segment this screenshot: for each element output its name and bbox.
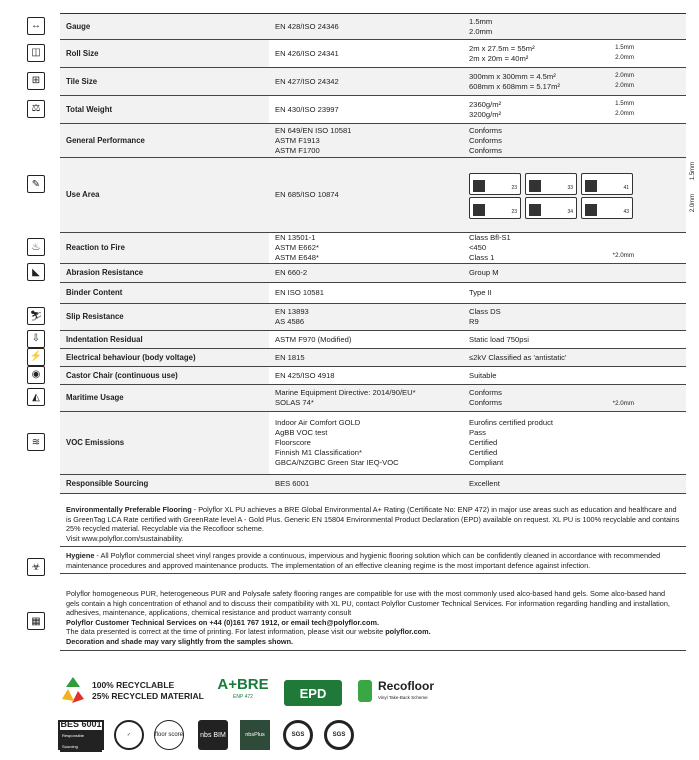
- value-line: Static load 750psi: [469, 334, 529, 344]
- floorscore-logo: [154, 720, 184, 750]
- bes-logo: [58, 720, 104, 750]
- value-line: Conforms: [469, 125, 502, 135]
- spec-value: [463, 124, 686, 157]
- side-note: 1.5mm: [615, 100, 634, 107]
- standard-line: EN 1815: [275, 352, 305, 362]
- environment-paragraph: [60, 502, 686, 547]
- value-line: ≤2kV Classified as 'antistatic': [469, 352, 567, 362]
- value-line: Compliant: [469, 458, 504, 467]
- spec-standard: [269, 124, 463, 157]
- value-line: 2360g/m²: [469, 99, 502, 109]
- use-area-class-icon: [581, 197, 633, 219]
- spec-property: Abrasion Resistance: [60, 264, 269, 282]
- spec-value: [463, 304, 686, 330]
- spec-row: [60, 367, 686, 385]
- epd-logo: [284, 680, 342, 706]
- standard-line: ASTM E662*: [275, 243, 319, 252]
- biohazard-icon: ☣: [27, 558, 45, 576]
- spec-property: Binder Content: [60, 283, 269, 303]
- spec-value: [463, 412, 686, 474]
- spec-value: [463, 264, 686, 282]
- spec-standard: [269, 264, 463, 282]
- spec-row: [60, 96, 686, 124]
- spec-standard: [269, 40, 463, 67]
- use-area-gauge-label: 1.5mm: [689, 161, 696, 181]
- use-area-class-icon: [525, 173, 577, 195]
- epd-text: EPD: [299, 685, 327, 701]
- hand-gel-icon: ▦: [27, 612, 45, 630]
- environment-link: Visit www.polyflor.com/sustainability.: [66, 533, 184, 543]
- spec-value: [463, 283, 686, 303]
- spec-standard: [269, 412, 463, 474]
- slip-icon: ⛷: [27, 307, 45, 325]
- side-note: *2.0mm: [612, 252, 634, 259]
- roll-size-icon: ◫: [27, 44, 45, 62]
- spec-standard: [269, 68, 463, 95]
- certification-seal-icon: ✓: [114, 720, 144, 750]
- value-line: Type II: [469, 288, 492, 297]
- standard-line: ASTM F970 (Modified): [275, 334, 352, 344]
- spec-standard: [269, 158, 463, 232]
- spec-value: [463, 367, 686, 384]
- value-line: Excellent: [469, 479, 500, 488]
- spec-standard: [269, 96, 463, 123]
- standard-line: EN ISO 10581: [275, 288, 324, 297]
- use-area-gauge-label: 2.0mm: [689, 193, 696, 213]
- printing-note: The data presented is correct at the time of printing. For latest information, please visit our website: [66, 627, 386, 637]
- recofloor-text: Recofloor: [378, 679, 435, 693]
- value-line: Class 1: [469, 253, 495, 262]
- bes-text: BES 6001: [60, 718, 102, 729]
- side-note: 2.0mm: [615, 110, 634, 117]
- hygiene-paragraph: [60, 548, 686, 574]
- electrical-icon: ⚡: [27, 348, 45, 366]
- technical-text: Polyflor homogeneous PUR, heterogeneous PUR and Polysafe safety flooring ranges are compatible for use with the most commonly used alco-based hand gels. Some alco-based hand gels contain a high concentration of ethanol and to discuss their compatibility with XL PU, contact Polyflor Customer Technical Services. For information regarding handling and installation, adhesives, maintenance, applications, chemical resistance and product warranty consult: [66, 589, 670, 618]
- weight-icon: ⚖: [27, 100, 45, 118]
- standard-line: GBCA/NZGBC Green Star IEQ-VOC: [275, 458, 399, 467]
- value-line: Certified: [469, 438, 498, 447]
- standard-line: BES 6001: [275, 479, 310, 488]
- spec-standard: [269, 304, 463, 330]
- maritime-icon: ◭: [27, 388, 45, 406]
- gauge-icon: ↔: [27, 17, 45, 35]
- spec-row: [60, 124, 686, 158]
- value-line: 608mm x 608mm = 5.17m²: [469, 81, 560, 91]
- value-line: Conforms: [469, 145, 502, 155]
- value-line: 3200g/m²: [469, 109, 502, 119]
- spec-standard: [269, 233, 463, 263]
- spec-value: [463, 68, 686, 95]
- sgs-logo-2: [324, 720, 354, 750]
- nbs-bim-logo: [198, 720, 228, 750]
- standard-line: EN 660-2: [275, 268, 308, 277]
- spec-property: Slip Resistance: [60, 304, 269, 330]
- spec-value: [463, 158, 696, 232]
- standard-line: EN 425/ISO 4918: [275, 370, 335, 380]
- value-line: Conforms: [469, 398, 502, 407]
- use-class-number: 41: [623, 185, 629, 191]
- spec-property: Total Weight: [60, 96, 269, 123]
- standard-line: EN 426/ISO 24341: [275, 48, 339, 58]
- spec-row: [60, 283, 686, 304]
- bre-logo: [214, 676, 272, 706]
- value-line: R9: [469, 317, 479, 326]
- value-line: 1.5mm: [469, 16, 493, 26]
- spec-property: Gauge: [60, 14, 269, 39]
- technical-contact: Polyflor Customer Technical Services on +44 (0)161 767 1912, or email tech@polyflor.com.: [66, 617, 379, 627]
- standard-line: Finnish M1 Classification*: [275, 448, 362, 457]
- spec-property: Reaction to Fire: [60, 233, 269, 263]
- side-note: 2.0mm: [615, 72, 634, 79]
- standard-line: Indoor Air Comfort GOLD: [275, 418, 361, 427]
- side-note: *2.0mm: [612, 400, 634, 407]
- standard-line: EN 685/ISO 10874: [275, 190, 339, 199]
- use-area-class-icon: [469, 173, 521, 195]
- spec-row: [60, 264, 686, 283]
- spec-property: Maritime Usage: [60, 385, 269, 411]
- standard-line: Floorscore: [275, 438, 311, 447]
- recycle-line2: 25% RECYCLED MATERIAL: [92, 691, 204, 701]
- spec-row: [60, 331, 686, 349]
- use-area-class-icon: [469, 197, 521, 219]
- spec-property: Roll Size: [60, 40, 269, 67]
- spec-property: Electrical behaviour (body voltage): [60, 349, 269, 366]
- bre-text: A+BRE: [217, 676, 269, 693]
- side-note: 2.0mm: [615, 82, 634, 89]
- spec-row: [60, 304, 686, 331]
- bes-sub: Responsible Sourcing: [60, 730, 102, 752]
- use-class-number: 34: [567, 209, 573, 215]
- spec-row: [60, 158, 696, 233]
- spec-value: [463, 331, 686, 348]
- sgs-text-1: SGS: [291, 732, 305, 738]
- use-area-icons: [469, 197, 686, 219]
- standard-line: EN 430/ISO 23997: [275, 104, 339, 114]
- use-class-number: 43: [623, 209, 629, 215]
- value-line: Certified: [469, 448, 498, 457]
- spec-value: [463, 40, 686, 67]
- specification-table: [60, 13, 696, 494]
- value-line: Group M: [469, 268, 499, 277]
- use-area-icons: [469, 173, 686, 195]
- spec-value: [463, 14, 686, 39]
- spec-row: [60, 475, 686, 494]
- recofloor-logo: [378, 680, 434, 704]
- spec-value: [463, 349, 686, 366]
- recycle-line1: 100% RECYCLABLE: [92, 680, 175, 690]
- website-link[interactable]: polyflor.com.: [385, 627, 431, 637]
- standard-line: Marine Equipment Directive: 2014/90/EU*: [275, 388, 416, 397]
- nbs-plus-logo: [240, 720, 270, 750]
- value-line: 2m x 27.5m = 55m²: [469, 43, 535, 53]
- environment-text: - Polyflor XL PU achieves a BRE Global Environmental A+ Rating (Certificate No: ENP 472) in major use areas such as education and healthcare and is GreenTag LCA Rate certified with GreenRate level A - Gold Plus. Generic EN 15804 Environmental Product Declaration (EPD) available on request. XL PU is 100% recyclable and contains 25% recycled material. Recyclable via the Recofloor scheme.: [66, 505, 680, 534]
- spec-standard: [269, 283, 463, 303]
- indentation-icon: ⇩: [27, 330, 45, 348]
- value-line: Suitable: [469, 370, 497, 380]
- sgs-logo-1: [283, 720, 313, 750]
- value-line: Pass: [469, 428, 486, 437]
- value-line: <450: [469, 243, 487, 252]
- use-class-number: 33: [567, 185, 573, 191]
- spec-standard: [269, 349, 463, 366]
- value-line: Conforms: [469, 135, 502, 145]
- use-class-number: 23: [511, 185, 517, 191]
- standard-line: SOLAS 74*: [275, 398, 314, 407]
- nbs-bim-text: nbs BIM: [200, 731, 226, 739]
- standard-line: AS 4586: [275, 317, 305, 326]
- recycle-icon: [58, 675, 88, 705]
- spec-property: Tile Size: [60, 68, 269, 95]
- hygiene-title: Hygiene: [66, 551, 95, 560]
- value-line: Conforms: [469, 388, 502, 397]
- standard-line: ASTM F1913: [275, 135, 320, 145]
- value-line: Class Bfl-S1: [469, 233, 511, 242]
- spec-row: [60, 68, 686, 96]
- use-area-icon: ✎: [27, 175, 45, 193]
- side-note: 2.0mm: [615, 54, 634, 61]
- spec-property: Indentation Residual: [60, 331, 269, 348]
- standard-line: EN 13893: [275, 307, 309, 316]
- sgs-text-2: SGS: [332, 732, 346, 738]
- value-line: 2m x 20m = 40m²: [469, 53, 529, 63]
- standard-line: ASTM E648*: [275, 253, 319, 262]
- technical-paragraph: [60, 586, 686, 651]
- spec-standard: [269, 385, 463, 411]
- spec-property: General Performance: [60, 124, 269, 157]
- environment-title: Environmentally Preferable Flooring: [66, 505, 192, 514]
- spec-row: [60, 385, 686, 412]
- standard-line: EN 13501-1: [275, 233, 316, 242]
- spec-row: [60, 412, 686, 475]
- spec-property: VOC Emissions: [60, 412, 269, 474]
- spec-property: Responsible Sourcing: [60, 475, 269, 493]
- recofloor-sub: Vinyl Take-Back Scheme: [378, 695, 428, 700]
- value-line: 300mm x 300mm = 4.5m²: [469, 71, 556, 81]
- spec-row: [60, 233, 686, 264]
- fire-icon: ♨: [27, 238, 45, 256]
- use-class-number: 23: [511, 209, 517, 215]
- spec-standard: [269, 14, 463, 39]
- spec-value: [463, 385, 686, 411]
- spec-value: [463, 96, 686, 123]
- recofloor-icon: [358, 680, 372, 702]
- spec-row: [60, 349, 686, 367]
- value-line: 2.0mm: [469, 26, 493, 36]
- recycle-logo: [92, 680, 204, 702]
- spec-property: Castor Chair (continuous use): [60, 367, 269, 384]
- spec-standard: [269, 367, 463, 384]
- spec-standard: [269, 331, 463, 348]
- use-area-class-icon: [525, 197, 577, 219]
- side-note: 1.5mm: [615, 44, 634, 51]
- voc-icon: ≋: [27, 433, 45, 451]
- spec-standard: [269, 475, 463, 493]
- floorscore-text: floor score: [155, 732, 184, 738]
- standard-line: AgBB VOC test: [275, 428, 328, 437]
- tile-size-icon: ⊞: [27, 72, 45, 90]
- hygiene-text: - All Polyflor commercial sheet vinyl ranges provide a continuous, impervious and hygienic flooring solution which can be confidently cleaned in accordance with recommended maintenance procedures and approved maintenance products. The implementation of an effective cleaning regime is the most important defence against infection.: [66, 551, 661, 570]
- bre-sub: ENP 472: [233, 694, 253, 700]
- standard-line: EN 428/ISO 24346: [275, 21, 339, 31]
- use-area-class-icon: [581, 173, 633, 195]
- decoration-note: Decoration and shade may vary slightly from the samples shown.: [66, 636, 294, 646]
- castor-chair-icon: ◉: [27, 366, 45, 384]
- standard-line: EN 649/EN ISO 10581: [275, 125, 352, 135]
- spec-value: [463, 233, 686, 263]
- spec-row: [60, 40, 686, 68]
- abrasion-icon: ◣: [27, 263, 45, 281]
- standard-line: ASTM F1700: [275, 145, 320, 155]
- spec-row: [60, 13, 686, 40]
- nbs-plus-text: nbsPlus: [245, 732, 265, 738]
- value-line: Class DS: [469, 307, 501, 316]
- value-line: Eurofins certified product: [469, 418, 553, 427]
- spec-property: Use Area: [60, 158, 269, 232]
- standard-line: EN 427/ISO 24342: [275, 76, 339, 86]
- spec-value: [463, 475, 686, 493]
